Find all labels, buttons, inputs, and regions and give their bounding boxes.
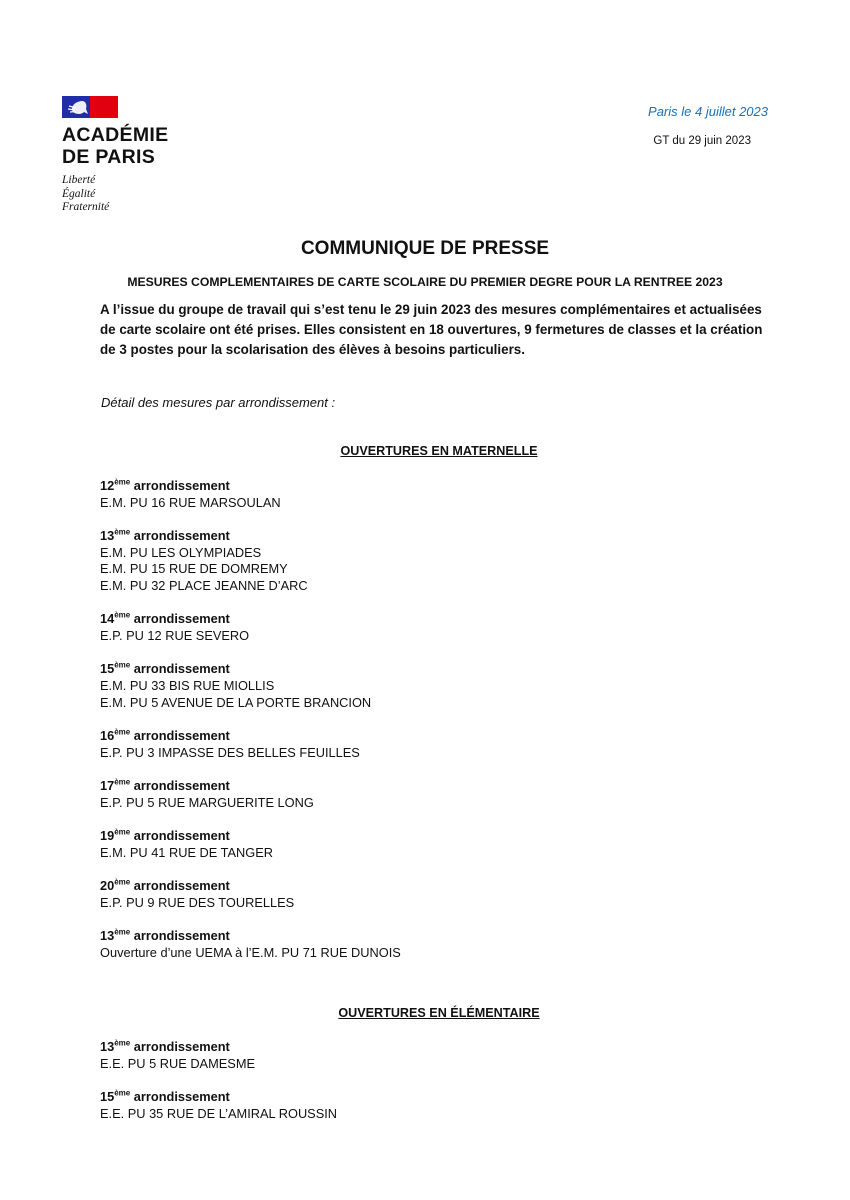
school-address: E.P. PU 3 IMPASSE DES BELLES FEUILLES (100, 744, 360, 760)
arrondissement-heading (100, 528, 401, 545)
devise-egalite: Égalité (62, 187, 96, 200)
gt-date: GT du 29 juin 2023 (653, 135, 751, 147)
arrondissement-number: 15 (100, 1089, 115, 1104)
arrondissement-heading (100, 828, 401, 845)
arrondissement-number: 17 (100, 778, 115, 794)
arrondissement-heading (100, 478, 401, 495)
arrondissement-entry (100, 611, 401, 644)
arrondissement-label: arrondissement (130, 728, 230, 744)
arrondissement-number: 13 (100, 928, 115, 944)
academie-line2: DE PARIS (62, 146, 156, 168)
school-address: E.E. PU 5 RUE DAMESME (100, 1055, 256, 1071)
intro-paragraph (100, 300, 765, 360)
arrondissement-heading (100, 728, 401, 745)
academie-line1: ACADÉMIE (62, 124, 169, 146)
arrondissement-entry (100, 661, 401, 711)
arrondissement-label: arrondissement (130, 661, 230, 677)
arrondissement-label: arrondissement (130, 1039, 230, 1054)
arrondissement-suffix: ème (114, 661, 131, 671)
arrondissement-suffix: ème (114, 827, 131, 837)
arrondissement-entry (100, 878, 401, 911)
arrondissement-number: 12 (100, 478, 115, 493)
arrondissement-label: arrondissement (130, 611, 230, 627)
section-entries (100, 478, 401, 978)
section-entries (100, 1039, 337, 1139)
school-address: E.M. PU 41 RUE DE TANGER (100, 844, 274, 860)
arrondissement-suffix: ème (114, 727, 131, 737)
arrondissement-number: 13 (100, 1039, 115, 1054)
school-address: E.M. PU 16 RUE MARSOULAN (100, 494, 281, 510)
arrondissement-entry (100, 928, 401, 961)
school-address: E.M. PU 15 RUE DE DOMREMY (100, 561, 288, 577)
arrondissement-number: 13 (100, 528, 115, 543)
arrondissement-label: arrondissement (130, 828, 230, 844)
arrondissement-heading (100, 878, 401, 895)
arrondissement-number: 15 (100, 661, 115, 677)
intro-line: de 3 postes pour la scolarisation des élèves à besoins particuliers. (100, 342, 525, 357)
school-address: E.M. PU 5 AVENUE DE LA PORTE BRANCION (100, 694, 372, 710)
arrondissement-suffix: ème (114, 927, 131, 937)
page-subtitle: MESURES COMPLEMENTAIRES DE CARTE SCOLAIRE DU PREMIER DEGRE POUR LA RENTREE 2023 (127, 275, 723, 289)
school-address: E.M. PU 33 BIS RUE MIOLLIS (100, 678, 275, 694)
arrondissement-entry (100, 828, 401, 861)
arrondissement-suffix: ème (114, 777, 131, 787)
devise (62, 174, 168, 215)
arrondissement-entry (100, 528, 401, 595)
arrondissement-suffix: ème (114, 477, 131, 487)
detail-label: Détail des mesures par arrondissement : (101, 395, 336, 410)
marianne-icon (66, 99, 90, 116)
arrondissement-label: arrondissement (130, 878, 230, 894)
arrondissement-number: 14 (100, 611, 115, 627)
arrondissement-label: arrondissement (130, 928, 230, 944)
school-address: E.P. PU 12 RUE SEVERO (100, 628, 250, 644)
devise-liberte: Liberté (62, 174, 96, 186)
arrondissement-number: 16 (100, 728, 115, 744)
arrondissement-entry (100, 478, 401, 511)
school-address: E.P. PU 5 RUE MARGUERITE LONG (100, 794, 314, 810)
arrondissement-number: 19 (100, 828, 115, 844)
intro-line: de carte scolaire ont été prises. Elles consistent en 18 ouvertures, 9 fermetures de classes et la création (100, 322, 763, 337)
arrondissement-number: 20 (100, 878, 115, 894)
arrondissement-label: arrondissement (130, 478, 230, 493)
school-address: E.P. PU 9 RUE DES TOURELLES (100, 894, 295, 910)
school-address: E.M. PU 32 PLACE JEANNE D’ARC (100, 578, 308, 594)
arrondissement-heading (100, 778, 401, 795)
arrondissement-heading (100, 1039, 337, 1056)
arrondissement-heading (100, 928, 401, 945)
republique-flag-icon (62, 96, 118, 118)
arrondissement-suffix: ème (114, 1038, 131, 1048)
arrondissement-suffix: ème (114, 611, 131, 621)
arrondissement-heading (100, 1089, 337, 1106)
arrondissement-entry (100, 778, 401, 811)
arrondissement-suffix: ème (114, 1088, 131, 1098)
intro-line: A l’issue du groupe de travail qui s’est tenu le 29 juin 2023 des mesures complémentaires et actualisées (100, 302, 762, 317)
arrondissement-heading (100, 661, 401, 678)
academie-logo (62, 96, 168, 215)
arrondissement-suffix: ème (114, 877, 131, 887)
section-title: OUVERTURES EN MATERNELLE (340, 444, 538, 458)
document-date: Paris le 4 juillet 2023 (648, 104, 768, 119)
arrondissement-label: arrondissement (130, 1089, 230, 1104)
arrondissement-suffix: ème (114, 527, 131, 537)
arrondissement-entry (100, 1039, 337, 1072)
arrondissement-entry (100, 1089, 337, 1122)
arrondissement-label: arrondissement (130, 528, 230, 543)
arrondissement-entry (100, 728, 401, 761)
school-address: E.M. PU LES OLYMPIADES (100, 544, 262, 560)
page-title: COMMUNIQUE DE PRESSE (300, 238, 550, 259)
academie-name (62, 124, 168, 168)
school-address: E.E. PU 35 RUE DE L’AMIRAL ROUSSIN (100, 1105, 338, 1121)
devise-fraternite: Fraternité (62, 201, 110, 213)
school-address: Ouverture d’une UEMA à l’E.M. PU 71 RUE DUNOIS (100, 944, 401, 960)
arrondissement-heading (100, 611, 401, 628)
arrondissement-label: arrondissement (130, 778, 230, 794)
section-title: OUVERTURES EN ÉLÉMENTAIRE (338, 1006, 540, 1020)
